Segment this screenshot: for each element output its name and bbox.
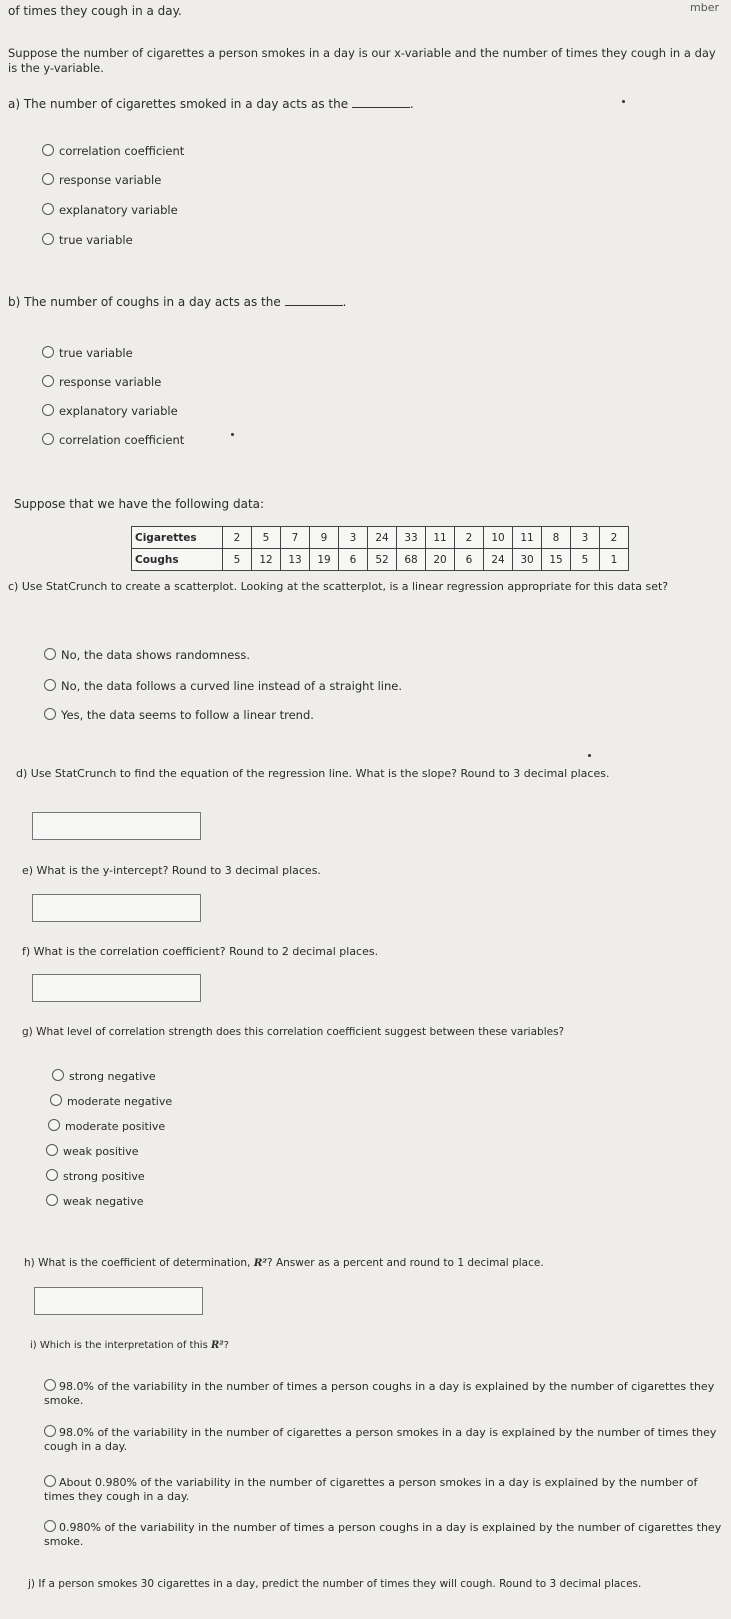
data-intro-text: Suppose that we have the following data:: [14, 497, 265, 511]
qi-option-4-label: 0.980% of the variability in the number of times a person coughs in a day is explained by the number of cigarettes they smoke.: [44, 1521, 722, 1548]
radio-icon[interactable]: [46, 1169, 58, 1181]
qa-option-4[interactable]: [42, 233, 133, 248]
qg-option-5[interactable]: [46, 1169, 145, 1184]
qa-option-1-label: correlation coefficient: [59, 144, 185, 158]
table-cell: 11: [513, 527, 542, 549]
qb-option-3[interactable]: [42, 404, 178, 419]
qg-option-2-label: moderate negative: [67, 1095, 173, 1108]
row-header: Cigarettes: [132, 527, 223, 549]
table-cell: 13: [281, 549, 310, 571]
qg-option-2[interactable]: [50, 1094, 172, 1109]
table-cell: 30: [513, 549, 542, 571]
stray-mark: [588, 754, 591, 757]
qa-option-3[interactable]: [42, 203, 178, 218]
radio-icon[interactable]: [48, 1119, 60, 1131]
qg-option-6-label: weak negative: [63, 1195, 144, 1208]
qg-option-1[interactable]: [52, 1069, 156, 1084]
radio-icon[interactable]: [46, 1144, 58, 1156]
qi-option-3-label: About 0.980% of the variability in the number of cigarettes a person smokes in a day is explained by the number of times they cough in a day.: [44, 1476, 698, 1503]
question-e-text: e) What is the y-intercept? Round to 3 decimal places.: [22, 864, 321, 877]
question-i-text-after: ?: [223, 1340, 229, 1351]
row-header: Coughs: [132, 549, 223, 571]
question-i-text-before: i) Which is the interpretation of this: [30, 1340, 211, 1351]
qi-option-1-label: 98.0% of the variability in the number of times a person coughs in a day is explained by the number of cigarettes they smoke.: [44, 1380, 715, 1407]
radio-icon[interactable]: [42, 233, 54, 245]
qa-option-2[interactable]: [42, 173, 161, 188]
radio-icon[interactable]: [46, 1194, 58, 1206]
table-cell: 6: [455, 549, 484, 571]
qg-option-1-label: strong negative: [69, 1070, 156, 1083]
qb-option-2-label: response variable: [59, 375, 162, 389]
qb-option-2[interactable]: [42, 375, 161, 390]
qa-option-4-label: true variable: [59, 233, 133, 247]
qg-option-5-label: strong positive: [63, 1170, 145, 1183]
qg-option-4[interactable]: [46, 1144, 139, 1159]
question-a: a) The number of cigarettes smoked in a day acts as the .: [8, 97, 414, 111]
question-b-text: b) The number of coughs in a day acts as the: [8, 295, 281, 309]
radio-icon[interactable]: [42, 173, 54, 185]
question-f-text: f) What is the correlation coefficient? Round to 2 decimal places.: [22, 945, 379, 958]
radio-icon[interactable]: [44, 708, 56, 720]
table-cell: 52: [368, 549, 397, 571]
table-cell: 5: [223, 549, 252, 571]
qb-option-4-label: correlation coefficient: [59, 433, 185, 447]
qa-option-2-label: response variable: [59, 173, 162, 187]
qg-option-3-label: moderate positive: [65, 1120, 166, 1133]
qg-option-3[interactable]: [48, 1119, 165, 1134]
intro-paragraph: Suppose the number of cigarettes a person smokes in a day is our x-variable and the number of times they cough in a day is the y-variable.: [8, 46, 716, 75]
qc-option-1[interactable]: [44, 648, 250, 663]
table-cell: 11: [426, 527, 455, 549]
qa-option-3-label: explanatory variable: [59, 203, 178, 217]
radio-icon[interactable]: [44, 679, 56, 691]
table-cell: 12: [252, 549, 281, 571]
radio-icon[interactable]: [50, 1094, 62, 1106]
table-cell: 24: [368, 527, 397, 549]
radio-icon[interactable]: [44, 1425, 56, 1437]
radio-icon[interactable]: [42, 404, 54, 416]
top-fragment-text: of times they cough in a day.: [8, 4, 182, 18]
qi-option-3[interactable]: [44, 1475, 724, 1504]
qb-option-1-label: true variable: [59, 346, 133, 360]
question-h: [24, 1256, 544, 1271]
qc-option-2[interactable]: [44, 679, 402, 694]
slope-input[interactable]: [32, 812, 201, 840]
table-cell: 3: [339, 527, 368, 549]
table-cell: 5: [571, 549, 600, 571]
qi-option-4[interactable]: [44, 1520, 724, 1549]
radio-icon[interactable]: [42, 346, 54, 358]
table-cell: 15: [542, 549, 571, 571]
radio-icon[interactable]: [42, 144, 54, 156]
table-cell: 3: [571, 527, 600, 549]
question-a-blank: [352, 96, 410, 108]
qc-option-3-label: Yes, the data seems to follow a linear trend.: [61, 708, 314, 722]
radio-icon[interactable]: [42, 203, 54, 215]
table-cell: 5: [252, 527, 281, 549]
table-cell: 24: [484, 549, 513, 571]
qc-option-3[interactable]: [44, 708, 314, 723]
question-h-text-after: ? Answer as a percent and round to 1 decimal place.: [267, 1257, 544, 1269]
table-row-cigarettes: [132, 527, 629, 549]
qb-option-1[interactable]: [42, 346, 133, 361]
question-i: [30, 1338, 229, 1353]
correlation-input[interactable]: [32, 974, 201, 1002]
intercept-input[interactable]: [32, 894, 201, 922]
question-a-text: a) The number of cigarettes smoked in a day acts as the: [8, 97, 349, 111]
qg-option-6[interactable]: [46, 1194, 143, 1209]
table-cell: 6: [339, 549, 368, 571]
table-cell: 8: [542, 527, 571, 549]
determination-input[interactable]: [34, 1287, 203, 1315]
table-cell: 10: [484, 527, 513, 549]
qg-option-4-label: weak positive: [63, 1145, 139, 1158]
qi-option-2[interactable]: [44, 1425, 724, 1454]
table-cell: 33: [397, 527, 426, 549]
qi-option-1[interactable]: [44, 1379, 724, 1408]
qc-option-2-label: No, the data follows a curved line instead of a straight line.: [61, 679, 403, 693]
radio-icon[interactable]: [44, 1520, 56, 1532]
question-j-text: j) If a person smokes 30 cigarettes in a day, predict the number of times they will cough. Round to 3 decimal places.: [28, 1578, 642, 1590]
table-cell: 1: [600, 549, 629, 571]
radio-icon[interactable]: [42, 375, 54, 387]
question-g-text: g) What level of correlation strength does this correlation coefficient suggest between these variables?: [22, 1026, 565, 1038]
question-b: b) The number of coughs in a day acts as the .: [8, 295, 347, 309]
r-squared-symbol: R²: [253, 1257, 268, 1269]
qi-option-2-label: 98.0% of the variability in the number of cigarettes a person smokes in a day is explained by the number of times they cough in a day.: [44, 1426, 717, 1453]
radio-icon[interactable]: [42, 433, 54, 445]
radio-icon[interactable]: [44, 648, 56, 660]
question-b-blank: [285, 294, 343, 306]
qc-option-1-label: No, the data shows randomness.: [61, 648, 251, 662]
table-cell: 2: [600, 527, 629, 549]
radio-icon[interactable]: [44, 1475, 56, 1487]
stray-mark: [231, 433, 234, 436]
question-c-text: c) Use StatCrunch to create a scatterplot. Looking at the scatterplot, is a linear regression appropriate for this data set?: [8, 580, 669, 593]
radio-icon[interactable]: [44, 1379, 56, 1391]
data-table: [131, 526, 629, 571]
corner-fragment-text: mber: [690, 1, 719, 14]
qa-option-1[interactable]: [42, 144, 184, 159]
table-cell: 2: [455, 527, 484, 549]
table-cell: 19: [310, 549, 339, 571]
r-squared-symbol: R²: [210, 1340, 224, 1351]
radio-icon[interactable]: [52, 1069, 64, 1081]
question-h-text-before: h) What is the coefficient of determination,: [24, 1257, 254, 1269]
stray-mark: [622, 100, 625, 103]
table-cell: 9: [310, 527, 339, 549]
table-cell: 7: [281, 527, 310, 549]
qb-option-4[interactable]: [42, 433, 184, 448]
table-cell: 20: [426, 549, 455, 571]
table-cell: 68: [397, 549, 426, 571]
table-row-coughs: [132, 549, 629, 571]
qb-option-3-label: explanatory variable: [59, 404, 178, 418]
question-d-text: d) Use StatCrunch to find the equation of the regression line. What is the slope? Round to 3 decimal places.: [16, 767, 610, 780]
table-cell: 2: [223, 527, 252, 549]
